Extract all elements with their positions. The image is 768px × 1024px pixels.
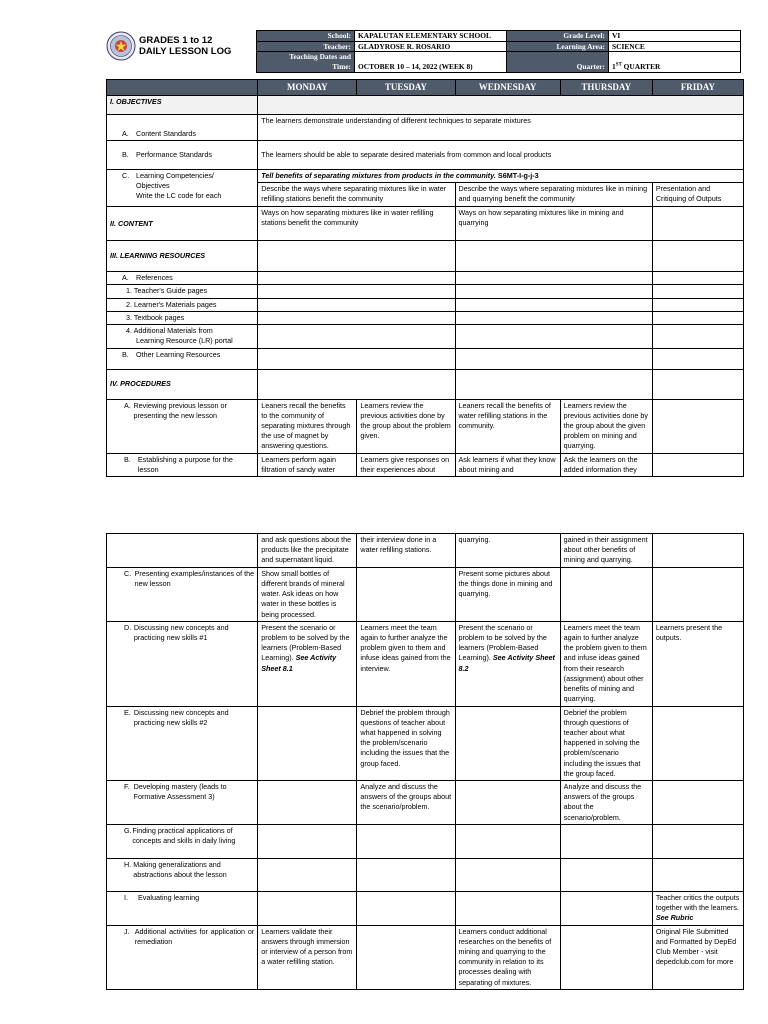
procedure-a-wednesday: Leaners recall the benefits of water refilling stations in the community.: [455, 399, 560, 453]
objectives-heading: I. OBJECTIVES: [107, 96, 258, 115]
procedure-c-row: [107, 567, 744, 621]
content-wed-thu: Ways on how separating mixtures like in mining and quarrying: [455, 207, 652, 241]
procedure-b-tuesday-part-2: their interview done in a water refilling stations.: [357, 534, 455, 568]
procedure-b-thursday-part-2: gained in their assignment about other benefits of mining and quarrying.: [560, 534, 652, 568]
procedure-d-label: D. Discussing new concepts and practicing new skills #1: [107, 621, 258, 706]
school-label: School:: [257, 31, 355, 42]
activity-sheet-8-2-ref: See Activity Sheet 8.2: [458, 653, 555, 673]
teacher-value: GLADYROSE R. ROSARIO: [355, 41, 507, 52]
procedure-f-label: F. Developing mastery (leads to Formative Assessment 3): [107, 781, 258, 825]
procedure-i-friday: Teacher critics the outputs together with the learners. See Rubric: [652, 891, 743, 925]
day-wednesday: WEDNESDAY: [455, 80, 560, 96]
learners-materials-label: 2. Learner's Materials pages: [107, 298, 258, 311]
competency-fri: Presentation and Critiquing of Outputs: [652, 183, 743, 207]
competencies-label: C. Learning Competencies/ Objectives Write the LC code for each: [107, 170, 258, 207]
title-line-1: GRADES 1 to 12: [139, 35, 213, 46]
teachers-guide-label: 1. Teacher's Guide pages: [107, 285, 258, 298]
references-row: [107, 272, 744, 285]
procedure-f-thursday: Analyze and discuss the answers of the groups about the scenario/problem.: [560, 781, 652, 825]
day-monday: MONDAY: [258, 80, 357, 96]
procedure-a-tuesday: Learners review the previous activities done by the group about the problem given.: [357, 399, 455, 453]
procedure-j-label: J. Additional activities for application or remediation: [107, 925, 258, 989]
procedure-b-tuesday-part-1: Learners give responses on their experiences about: [357, 453, 455, 476]
objectives-row: [107, 96, 744, 115]
procedure-b-thursday-part-1: Ask the learners on the added information they: [560, 453, 652, 476]
content-row: [107, 207, 744, 241]
procedure-e-row: [107, 706, 744, 781]
weekday-header-row: [107, 80, 744, 96]
procedure-e-thursday: Debrief the problem through questions of teacher about what happened in solving the problem/scenario including the issues that the group faced.: [560, 706, 652, 781]
references-label: A. References: [107, 272, 258, 285]
document-title: [139, 36, 231, 57]
additional-materials-label: 4. Additional Materials from Learning Resource (LR) portal: [107, 325, 258, 348]
procedure-b-wednesday-part-2: quarrying.: [455, 534, 560, 568]
day-thursday: THURSDAY: [560, 80, 652, 96]
procedure-d-friday: Learners present the outputs.: [652, 621, 743, 706]
procedure-b-monday-part-1: Learners perform again filtration of sandy water: [258, 453, 357, 476]
procedure-d-thursday: Learners meet the team again to further analyze the problem given to them and infuse ideas gained from their research (assignment) about other benefits of mining and quarrying.: [560, 621, 652, 706]
procedure-h-label: H. Making generalizations and abstractions about the lesson: [107, 858, 258, 891]
procedure-a-label: A. Reviewing previous lesson or presenting the new lesson: [107, 399, 258, 453]
procedure-b-row-part-1: [107, 453, 744, 476]
procedure-j-wednesday: Learners conduct additional researches on the benefits of mining and quarrying to the community in relation to its processes dealing with separating of mixtures.: [455, 925, 560, 989]
teachers-guide-row: [107, 285, 744, 298]
procedure-d-monday: Present the scenario or problem to be solved by the learners (Problem-Based Learning). See Activity Sheet 8.1: [258, 621, 357, 706]
competency-main: Tell benefits of separating mixtures from products in the community. S6MT-I-g-j-3: [258, 170, 744, 183]
lesson-log-table-page-1: [106, 79, 744, 477]
procedure-c-wednesday: Present some pictures about the things done in mining and quarrying.: [455, 567, 560, 621]
rubric-ref: See Rubric: [655, 913, 694, 923]
dates-label: [257, 52, 355, 72]
lesson-log-table-page-2: [106, 533, 744, 990]
procedure-c-label: C. Presenting examples/instances of the new lesson: [107, 567, 258, 621]
teacher-label: Teacher:: [257, 41, 355, 52]
title-line-2: DAILY LESSON LOG: [139, 45, 232, 57]
dates-value: OCTOBER 10 – 14, 2022 (WEEK 8): [355, 52, 507, 72]
procedure-g-row: [107, 824, 744, 858]
procedure-b-monday-part-2: and ask questions about the products like the precipitate and supernatant liquid.: [258, 534, 357, 568]
procedure-b-label: B. Establishing a purpose for the lesson: [107, 453, 258, 476]
procedure-d-wednesday: Present the scenario or problem to be solved by the learners (Problem-Based Learning). See Activity Sheet 8.2: [455, 621, 560, 706]
procedure-d-row: [107, 621, 744, 706]
school-value: KAPALUTAN ELEMENTARY SCHOOL: [355, 31, 507, 42]
learning-resources-row: [107, 241, 744, 272]
procedures-heading: IV. PROCEDURES: [107, 369, 258, 399]
content-mon-tue: Ways on how separating mixtures like in water refilling stations benefit the community: [258, 207, 455, 241]
quarter-word: QUARTER: [621, 61, 661, 71]
quarter-label: Quarter:: [507, 52, 609, 72]
procedure-e-label: E. Discussing new concepts and practicing new skills #2: [107, 706, 258, 781]
grade-level-value: VI: [609, 31, 741, 42]
procedure-a-monday: Leaners recall the benefits to the community of separating mixtures through the use of magnet by answering questions.: [258, 399, 357, 453]
procedure-g-label: G. Finding practical applications of concepts and skills in daily living: [107, 824, 258, 858]
day-friday: FRIDAY: [652, 80, 743, 96]
day-tuesday: TUESDAY: [357, 80, 455, 96]
additional-materials-row: [107, 325, 744, 348]
learning-resources-heading: III. LEARNING RESOURCES: [107, 241, 258, 272]
content-standards-row: [107, 115, 744, 141]
competency-wed-thu: Describe the ways where separating mixtures like in mining and quarrying benefit the community: [455, 183, 652, 207]
procedure-i-row: [107, 891, 744, 925]
procedure-j-row: [107, 925, 744, 989]
grade-level-label: Grade Level:: [507, 31, 609, 42]
performance-standards-text: The learners should be able to separate desired materials from common and local products: [258, 141, 744, 170]
quarter-suffix: ST: [615, 62, 622, 68]
procedure-i-label: I. Evaluating learning: [107, 891, 258, 925]
content-standards-label: A. Content Standards: [107, 115, 258, 141]
other-resources-row: [107, 348, 744, 369]
competency-main-row: [107, 170, 744, 183]
procedure-c-monday: Show small bottles of different brands of mineral water. Ask ideas on how water in these bottles is being processed.: [258, 567, 357, 621]
deped-seal: [106, 31, 136, 61]
content-heading: II. CONTENT: [107, 207, 258, 241]
performance-standards-label: B. Performance Standards: [107, 141, 258, 170]
header-info-table: [256, 30, 741, 73]
procedure-b-wednesday-part-1: Ask learners if what they know about mining and: [455, 453, 560, 476]
activity-sheet-8-1-ref: See Activity Sheet 8.1: [261, 653, 337, 673]
performance-standards-row: [107, 141, 744, 170]
textbook-label: 3. Textbook pages: [107, 311, 258, 324]
procedure-f-row: [107, 781, 744, 825]
learning-area-label: Learning Area:: [507, 41, 609, 52]
procedure-a-row: [107, 399, 744, 453]
procedure-b-row-part-2: [107, 534, 744, 568]
textbook-row: [107, 311, 744, 324]
other-resources-label: B. Other Learning Resources: [107, 348, 258, 369]
procedure-j-friday: Original File Submitted and Formatted by DepEd Club Member - visit depedclub.com for more: [652, 925, 743, 989]
procedure-d-tuesday: Learners meet the team again to further analyze the problem given to them and infuse ideas gained from the interview.: [357, 621, 455, 706]
dates-label-line-1: Teaching Dates and: [289, 52, 351, 62]
learners-materials-row: [107, 298, 744, 311]
procedure-j-monday: Learners validate their answers through immersion or interview of a person from a water refilling station.: [258, 925, 357, 989]
content-standards-text: The learners demonstrate understanding of different techniques to separate mixtures: [258, 115, 744, 141]
quarter-number: 1: [612, 61, 616, 71]
procedure-e-tuesday: Debrief the problem through questions of teacher about what happened in solving the problem/scenario including the issues that the group faced.: [357, 706, 455, 781]
procedure-h-row: [107, 858, 744, 891]
procedures-row: [107, 369, 744, 399]
quarter-value: [609, 52, 741, 72]
dates-label-line-2: Time:: [332, 61, 351, 71]
learning-area-value: SCIENCE: [609, 41, 741, 52]
competency-mon-tue: Describe the ways where separating mixtures like in water refilling stations benefit the community: [258, 183, 455, 207]
procedure-a-thursday: Learners review the previous activities done by the group about the given problem on mining and quarrying.: [560, 399, 652, 453]
procedure-f-tuesday: Analyze and discuss the answers of the groups about the scenario/problem.: [357, 781, 455, 825]
